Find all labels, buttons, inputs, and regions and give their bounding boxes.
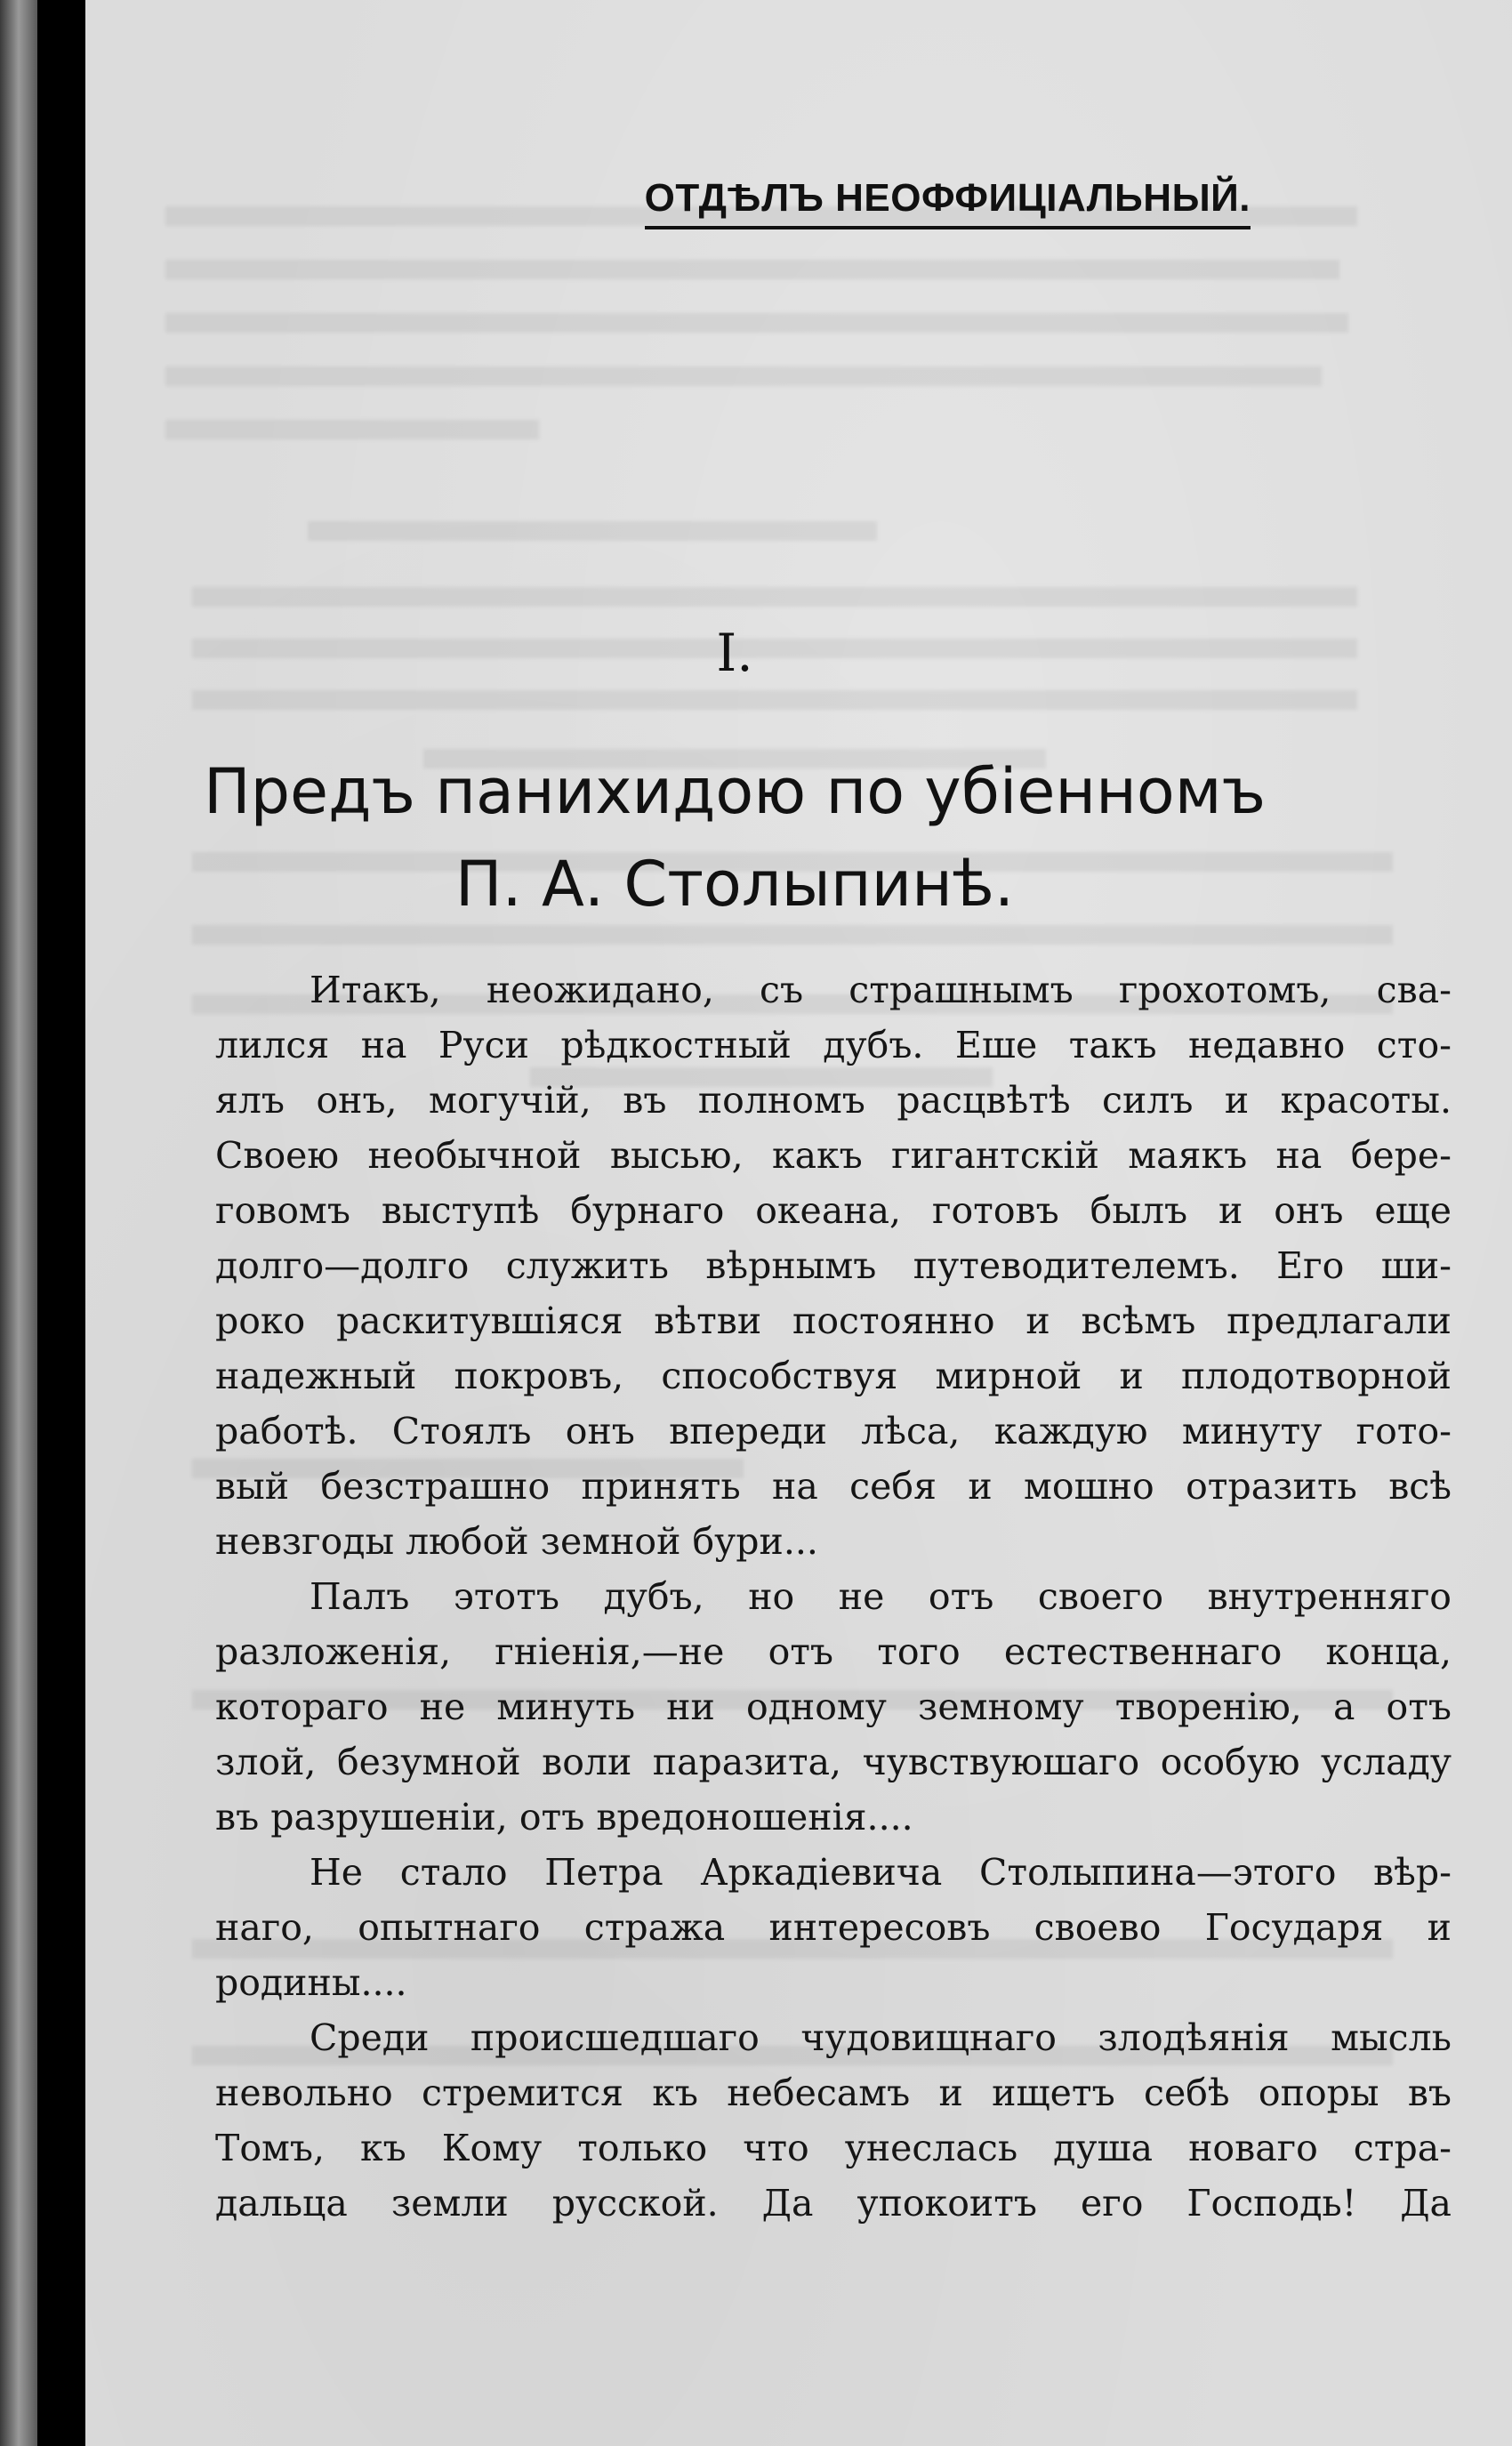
body-line: Не стало Петра Аркадіевича Столыпина—этого вѣр- (310, 1851, 1452, 1894)
body-line: злой, безумной воли паразита, чувствуюшаго особую усладу (215, 1741, 1452, 1783)
body-line: невзгоды любой земной бури... (215, 1520, 818, 1563)
article-number: I. (716, 623, 753, 683)
article-title-line: Предъ панихидою по убіенномъ (203, 755, 1267, 828)
body-line: долго—долго служить вѣрнымъ путеводителемъ. Его ши- (215, 1244, 1452, 1287)
body-line: Палъ этотъ дубъ, но не отъ своего внутренняго (310, 1575, 1452, 1618)
body-line: работѣ. Стоялъ онъ впереди лѣса, каждую минуту гото- (215, 1410, 1452, 1452)
body-line: надежный покровъ, способствуя мирной и плодотворной (215, 1355, 1452, 1397)
body-line: Томъ, къ Кому только что унеслась душа новаго стра- (215, 2127, 1452, 2169)
section-header-text: ОТДѢЛЪ НЕОФФИЦІАЛЬНЫЙ. (645, 176, 1251, 229)
body-line: наго, опытнаго стража интересовъ своево Государя и (215, 1906, 1452, 1949)
article-title (85, 745, 1384, 930)
article-body (215, 962, 1452, 2231)
body-line: ялъ онъ, могучій, въ полномъ расцвѣтѣ силъ и красоты. (215, 1079, 1452, 1122)
body-line: котораго не минуть ни одному земному творенію, а отъ (215, 1686, 1452, 1728)
body-line: въ разрушеніи, отъ вредоношенія.... (215, 1796, 913, 1839)
body-line: родины.... (215, 1961, 407, 2004)
body-line: Итакъ, неожидано, съ страшнымъ грохотомъ, сва- (310, 969, 1452, 1011)
body-line: роко раскитувшіяся вѣтви постоянно и всѣмъ предлагали (215, 1299, 1452, 1342)
body-line: Своею необычной высью, какъ гигантскій маякъ на бере- (215, 1134, 1452, 1177)
section-header (85, 176, 1251, 229)
body-line: вый безстрашно принять на себя и мошно отразить всѣ (215, 1465, 1452, 1508)
body-line: дальца земли русской. Да упокоитъ его Господь! Да (215, 2182, 1452, 2225)
body-line: Среди происшедшаго чудовищнаго злодѣянія мысль (310, 2016, 1452, 2059)
body-line: разложенія, гніенія,—не отъ того естественнаго конца, (215, 1630, 1452, 1673)
body-line: лился на Руси рѣдкостный дубъ. Еше такъ недавно сто- (215, 1024, 1452, 1066)
article-title-line: П. А. Столыпинѣ. (454, 848, 1015, 921)
body-line: говомъ выступѣ бурнаго океана, готовъ былъ и онъ еще (215, 1189, 1452, 1232)
book-binding-edge (0, 0, 37, 2446)
book-page (85, 0, 1512, 2446)
body-line: невольно стремится къ небесамъ и ищетъ себѣ опоры въ (215, 2072, 1452, 2114)
